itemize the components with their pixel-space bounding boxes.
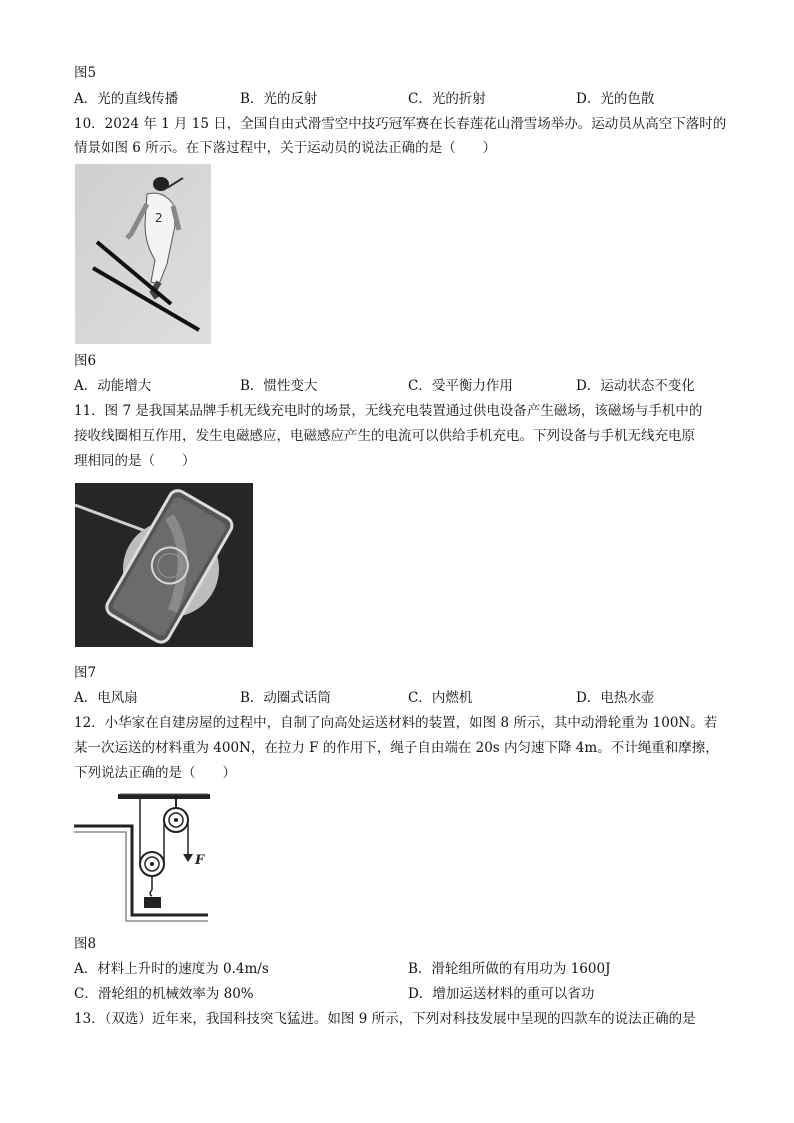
q11-option-a: A．电风扇 (74, 690, 138, 706)
q12-stem-line-1: 12．小华家在自建房屋的过程中，自制了向高处运送材料的装置，如图 8 所示，其中动滑轮重为 100N。若 (74, 715, 718, 731)
phone-charging-illustration (75, 483, 253, 647)
q11-stem-line-3: 理相同的是（ ） (74, 453, 196, 469)
q11-option-c: C．内燃机 (408, 690, 473, 706)
q12-option-c: C．滑轮组的机械效率为 80% (74, 986, 254, 1002)
q12-stem-line-3: 下列说法正确的是（ ） (74, 765, 236, 781)
q10-stem-line-1: 10．2024 年 1 月 15 日，全国自由式滑雪空中技巧冠军赛在长春莲花山滑雪场举办。运动员从高空下落时的 (74, 116, 727, 132)
skier-illustration (75, 164, 211, 344)
q11-option-d: D．电热水壶 (576, 690, 655, 706)
q11-option-b: B．动圈式话筒 (240, 690, 331, 706)
figure-7-wireless-charging-photo (75, 483, 253, 647)
q12-option-a: A．材料上升时的速度为 0.4m/s (74, 961, 269, 977)
q9-option-b: B．光的反射 (240, 91, 318, 107)
figure-6-caption: 图6 (74, 353, 97, 369)
figure-8-pulley-diagram (72, 790, 212, 922)
q10-option-a: A．动能增大 (74, 378, 152, 394)
pulley-system-diagram (72, 790, 212, 922)
q13-stem-line-1: 13．（双选）近年来，我国科技突飞猛进。如图 9 所示，下列对科技发展中呈现的四款车的说法正确的是 (74, 1011, 696, 1027)
svg-text:2: 2 (155, 211, 163, 225)
q11-stem-line-1: 11．图 7 是我国某品牌手机无线充电时的场景，无线充电装置通过供电设备产生磁场，该磁场与手机中的 (74, 403, 703, 419)
q10-option-c: C．受平衡力作用 (408, 378, 513, 394)
q11-stem-line-2: 接收线圈相互作用，发生电磁感应，电磁感应产生的电流可以供给手机充电。下列设备与手机无线充电原 (74, 428, 695, 444)
force-label-f: F (195, 853, 205, 868)
q12-option-b: B．滑轮组所做的有用功为 1600J (408, 961, 611, 977)
q10-option-b: B．惯性变大 (240, 378, 318, 394)
q9-option-c: C．光的折射 (408, 91, 486, 107)
q10-option-d: D．运动状态不变化 (576, 378, 695, 394)
q12-stem-line-2: 某一次运送的材料重为 400N，在拉力 F 的作用下，绳子自由端在 20s 内匀速下降 4m。不计绳重和摩擦， (74, 740, 719, 756)
q10-stem-line-2: 情景如图 6 所示。在下落过程中，关于运动员的说法正确的是（ ） (74, 140, 497, 156)
figure-7-caption: 图7 (74, 665, 97, 681)
q9-option-d: D．光的色散 (576, 91, 655, 107)
figure-8-caption: 图8 (74, 936, 97, 952)
figure-6-skier-photo (75, 164, 211, 344)
q12-option-d: D．增加运送材料的重可以省功 (408, 986, 595, 1002)
figure-5-caption: 图5 (74, 65, 97, 81)
q9-option-a: A．光的直线传播 (74, 91, 179, 107)
